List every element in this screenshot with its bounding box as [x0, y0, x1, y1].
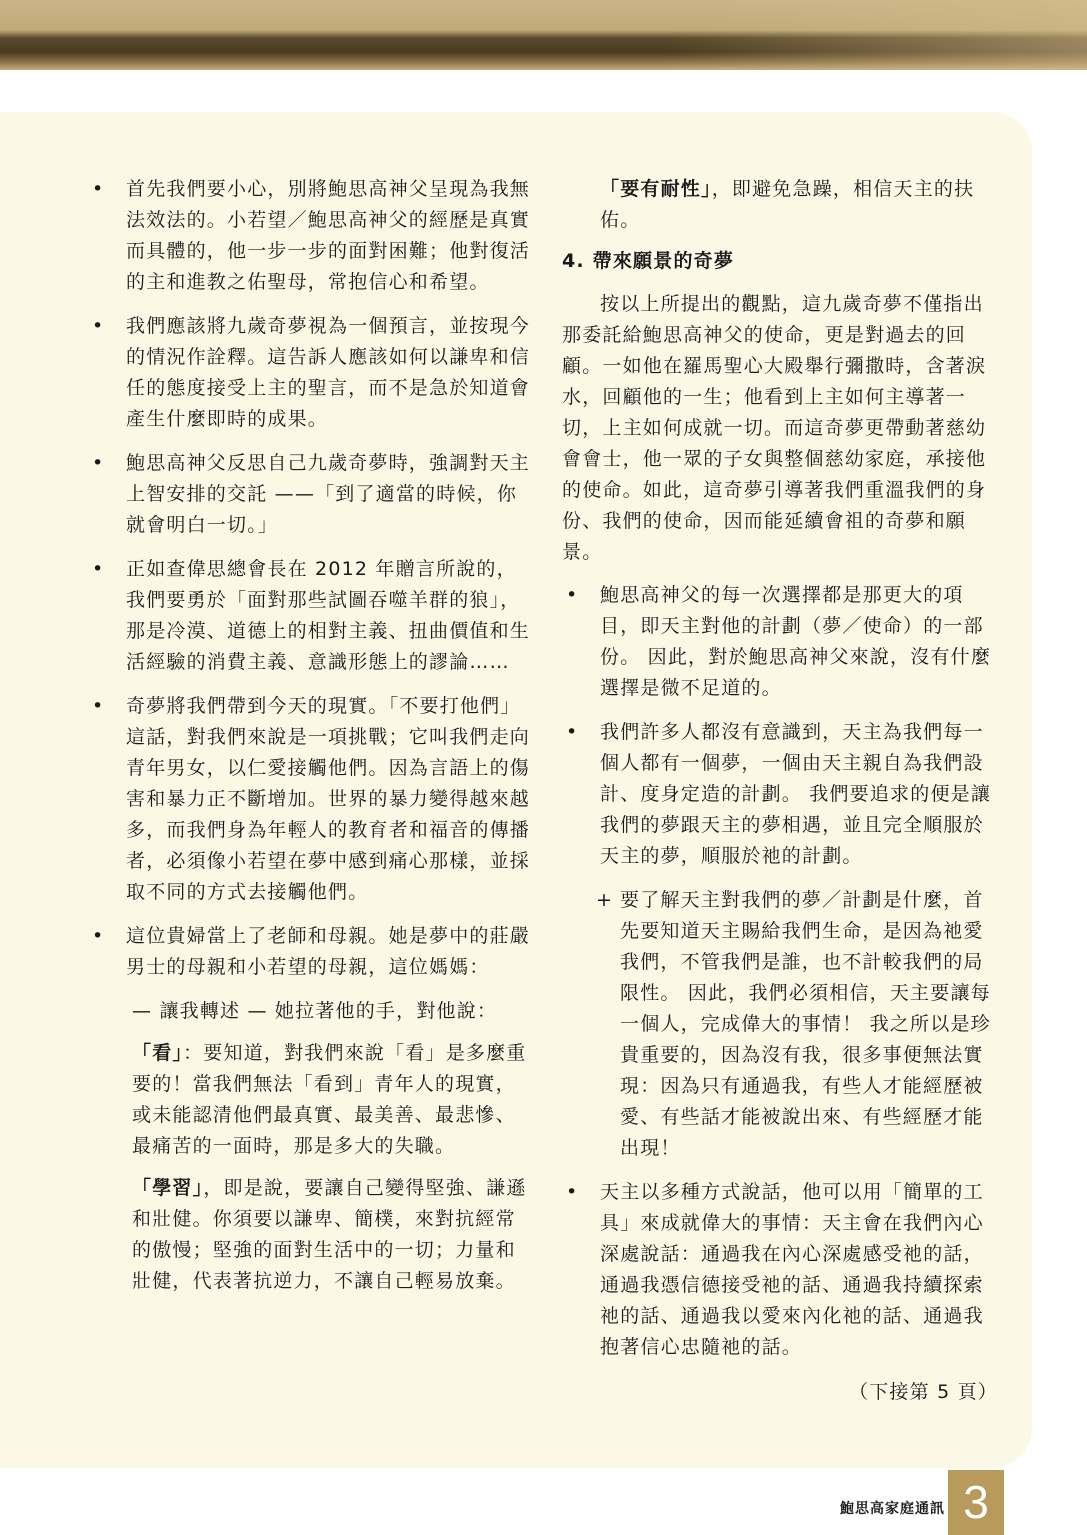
see-term: 「看」 [132, 1042, 184, 1064]
patience-text: ，即避免急躁，相信天主的扶佑。 [600, 178, 975, 231]
bullet-icon: • [92, 695, 105, 717]
list-item [562, 717, 1002, 872]
sub-list-item-text: 要了解天主對我們的夢／計劃是什麼，首先要知道天主賜給我們生命，是因為祂愛我們，不管我們是誰，也不計較我們的局限性。 因此，我們必須相信，天主要讓每一個人，完成偉大的事情！ 我之所以是珍貴重要的，因為沒有我，很多事便無法實現：因為只有通過我，有些人才能經歷被愛、有些話才能被說出來、有些經歷才能出現！ [620, 889, 991, 1159]
list-item [562, 1177, 1002, 1363]
bullet-icon: • [92, 925, 105, 947]
header-decorative-band [0, 0, 1087, 70]
page-number: 3 [948, 1470, 1004, 1535]
list-item-text: 這位貴婦當上了老師和母親。她是夢中的莊嚴男士的母親和小若望的母親，這位媽媽： [126, 925, 531, 978]
quote-intro: — 讓我轉述 — 她拉著他的手，對他說： [132, 1000, 498, 1022]
bullet-icon: • [92, 558, 105, 580]
patience-paragraph [562, 174, 1002, 236]
list-item [88, 311, 530, 435]
list-item-text: 天主以多種方式說話，他可以用「簡單的工具」來成就偉大的事情：天主會在我們內心深處說話：通過我在內心深處感受祂的話，通過我憑信德接受祂的話、通過我持續探索祂的話、通過我以愛來內化祂的話、通過我抱著信心忠隨祂的話。 [600, 1181, 984, 1358]
bullet-icon: • [566, 721, 579, 743]
list-item [562, 580, 1002, 704]
list-item [88, 174, 530, 298]
bullet-icon: • [92, 178, 105, 200]
learn-paragraph [88, 1173, 530, 1297]
bullet-icon: • [566, 584, 579, 606]
right-column [562, 174, 1002, 1408]
section-heading: 4. 帶來願景的奇夢 [562, 250, 735, 272]
bullet-icon: • [566, 1181, 579, 1203]
sub-list-item [562, 885, 1002, 1164]
list-item [88, 448, 530, 541]
continue-note: （下接第 5 頁） [849, 1381, 998, 1403]
header-band-highlight [667, 0, 1087, 70]
list-item-text: 鮑思高神父反思自己九歲奇夢時，強調對天主上智安排的交託 ——「到了適當的時候，你就會明白一切。」 [126, 452, 531, 536]
left-column [88, 174, 530, 1308]
list-item-text: 鮑思高神父的每一次選擇都是那更大的項目，即天主對他的計劃（夢／使命）的一部份。 因此，對於鮑思高神父來說，沒有什麼選擇是微不足道的。 [600, 584, 992, 699]
plus-icon: + [596, 889, 614, 911]
see-paragraph [88, 1038, 530, 1162]
list-item-text: 正如查偉思總會長在 2012 年贈言所說的，我們要勇於「面對那些試圖吞噬羊群的狼」，那是冷漠、道德上的相對主義、扭曲價值和生活經驗的消費主義、意識形態上的謬論…… [126, 558, 531, 673]
learn-text: ，即是說，要讓自己變得堅強、謙遜和壯健。你須要以謙卑、簡樸，來對抗經常的傲慢；堅強的面對生活中的一切；力量和壯健，代表著抗逆力，不讓自己輕易放棄。 [132, 1177, 527, 1292]
see-text: ：要知道，對我們來說「看」是多麼重要的！當我們無法「看到」青年人的現實，或未能認清他們最真實、最美善、最悲慘、最痛苦的一面時，那是多大的失職。 [132, 1042, 527, 1157]
patience-term: 「要有耐性」 [600, 178, 712, 200]
publication-name: 鮑思高家庭通訊 [840, 1501, 945, 1517]
list-item [88, 554, 530, 678]
learn-term: 「學習」 [132, 1177, 204, 1199]
section-paragraph: 按以上所提出的觀點，這九歲奇夢不僅指出那委託給鮑思高神父的使命，更是對過去的回顧。一如他在羅馬聖心大殿舉行彌撒時，含著淚水，回顧他的一生；他看到上主如何主導著一切，上主如何成就一切。而這奇夢更帶動著慈幼會會士，他一眾的子女與整個慈幼家庭，承接他的使命。如此，這奇夢引導著我們重溫我們的身份、我們的使命，因而能延續會祖的奇夢和願景。 [562, 293, 987, 563]
list-item [88, 691, 530, 908]
bullet-icon: • [92, 315, 105, 337]
list-item-text: 我們應該將九歲奇夢視為一個預言，並按現今的情況作詮釋。這告訴人應該如何以謙卑和信任的態度接受上主的聖言，而不是急於知道會產生什麼即時的成果。 [126, 315, 531, 430]
list-item-text: 奇夢將我們帶到今天的現實。「不要打他們」這話，對我們來說是一項挑戰；它叫我們走向青年男女，以仁愛接觸他們。因為言語上的傷害和暴力正不斷增加。世界的暴力變得越來越多，而我們身為年輕人的教育者和福音的傳播者，必須像小若望在夢中感到痛心那樣，並採取不同的方式去接觸他們。 [126, 695, 531, 903]
list-item [88, 921, 530, 983]
list-item-text: 我們許多人都沒有意識到，天主為我們每一個人都有一個夢，一個由天主親自為我們設計、度身定造的計劃。 我們要追求的便是讓我們的夢跟天主的夢相遇，並且完全順服於天主的夢，順服於祂的計劃。 [600, 721, 992, 867]
bullet-icon: • [92, 452, 105, 474]
list-item-text: 首先我們要小心，別將鮑思高神父呈現為我無法效法的。小若望／鮑思高神父的經歷是真實而具體的，他一步一步的面對困難；他對復活的主和進教之佑聖母，常抱信心和希望。 [126, 178, 531, 293]
